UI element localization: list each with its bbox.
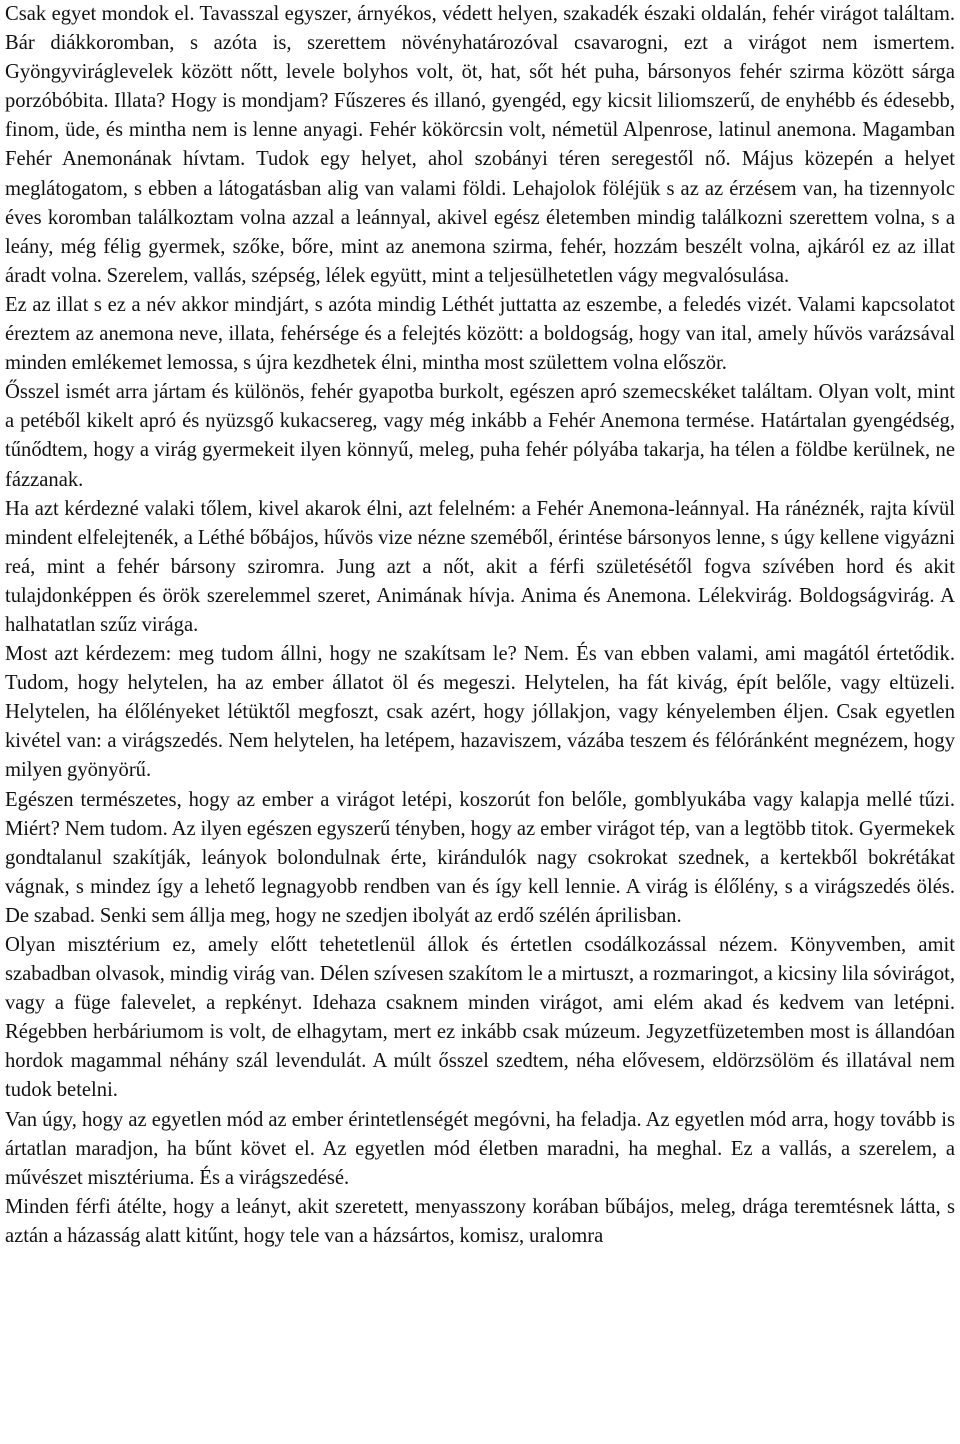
paragraph-5: Most azt kérdezem: meg tudom állni, hogy ne szakítsam le? Nem. És van ebben valami, ami magától értetődik. Tudom, hogy helytelen, ha az ember állatot öl és megeszi. Helytelen, ha fát kivág, épít belőle, vagy eltüzeli. Helytelen, ha élőlényeket létüktől megfoszt, csak azért, hogy jóllakjon, vagy kényelemben éljen. Csak egyetlen kivétel van: a virágszedés. Nem helytelen, ha letépem, hazaviszem, vázába teszem és félóránként megnézem, hogy milyen gyönyörű. [5, 643, 955, 782]
paragraph-9: Minden férfi átélte, hogy a leányt, akit szeretett, menyasszony korában bűbájos, meleg, drága teremtésnek látta, s aztán a házasság alatt kitűnt, hogy tele van a házsártos, komisz, uralomra [5, 1195, 955, 1247]
paragraph-2: Ez az illat s ez a név akkor mindjárt, s azóta mindig Léthét juttatta az eszembe, a feledés vizét. Valami kapcsolatot éreztem az anemona neve, illata, fehérsége és a felejtés között: a boldogság, hogy van ital, amely hűvös varázsával minden emlékemet lemossa, s újra kezdhetek élni, mintha most születtem volna először. [5, 293, 955, 375]
paragraph-7: Olyan misztérium ez, amely előtt tehetetlenül állok és értetlen csodálkozással nézem. Könyvemben, amit szabadban olvasok, mindig virág van. Délen szívesen szakítom le a mirtuszt, a rozmaringot, a kicsiny lila sóvirágot, vagy a füge falevelet, a repkényt. Idehaza csaknem minden virágot, ami elém akad és kedvem van letépni. Régebben herbáriumom is volt, de elhagytam, mert ez inkább csak múzeum. Jegyzetfüzetemben most is állandóan hordok magammal néhány szál levendulát. A múlt ősszel szedtem, néha elővesem, eldörzsölöm és illatával nem tudok betelni. [5, 934, 955, 1102]
paragraph-4: Ha azt kérdezné valaki tőlem, kivel akarok élni, azt felelném: a Fehér Anemona-leánnyal. Ha ránéznék, rajta kívül mindent elfelejtenék, a Léthé bőbájos, hűvös vize nézne szeméből, érintése bársonyos lenne, s úgy kellene vigyázni reá, mint a fehér bársony sziromra. Jung azt a nőt, akit a férfi születésétől fogva szívében hord és akit tulajdonképpen és örök szerelemmel szeret, Animának hívja. Anima és Anemona. Lélekvirág. Boldogságvirág. A halhatatlan szűz virága. [5, 497, 955, 636]
paragraph-6: Egészen természetes, hogy az ember a virágot letépi, koszorút fon belőle, gomblyukába vagy kalapja mellé tűzi. Miért? Nem tudom. Az ilyen egészen egyszerű tényben, hogy az ember virágot tép, van a legtöbb titok. Gyermekek gondtalanul szakítják, leányok bolondulnak érte, kirándulók nagy csokrokat szednek, a kertekből bokrétákat vágnak, s mindez így a lehető legnagyobb rendben van és így kell lennie. A virág is élőlény, s a virágszedés ölés. De szabad. Senki sem állja meg, hogy ne szedjen ibolyát az erdő szélén áprilisban. [5, 788, 955, 927]
paragraph-3: Ősszel ismét arra jártam és különös, fehér gyapotba burkolt, egészen apró szemecskéket találtam. Olyan volt, mint a petéből kikelt apró és nyüzsgő kukacsereg, vagy még inkább a Fehér Anemona termése. Határtalan gyengédség, tűnődtem, hogy a virág gyermekeit ilyen könnyű, meleg, puha fehér pólyába takarja, ha télen a földbe kerülnek, ne fázzanak. [5, 381, 955, 491]
paragraph-1: Csak egyet mondok el. Tavasszal egyszer, árnyékos, védett helyen, szakadék északi oldalán, fehér virágot találtam. Bár diákkoromban, s azóta is, szerettem növényhatározóval csavarogni, ezt a virágot nem ismertem. Gyöngyviráglevelek között nőtt, levele bolyhos volt, öt, hat, sőt hét puha, bársonyos fehér szirma között sárga porzóbóbita. Illata? Hogy is mondjam? Fűszeres és illanó, gyengéd, egy kicsit liliomszerű, de enyhébb és édesebb, finom, üde, és mintha nem is lenne anyagi. Fehér kökörcsin volt, németül Alpenrose, latinul anemona. Magamban Fehér Anemonának hívtam. Tudok egy helyet, ahol szobányi téren seregestől nő. Május közepén a helyet meglátogatom, s ebben a látogatásban alig van valami földi. Lehajolok föléjük s az az érzésem van, ha tizennyolc éves koromban találkoztam volna azzal a leánnyal, akivel egész életemben mindig találkozni szerettem volna, s a leány, még félig gyermek, szőke, bőre, mint az anemona szirma, fehér, hozzám beszélt volna, ajkáról ez az illat áradt volna. Szerelem, vallás, szépség, lélek együtt, mint a teljesülhetetlen vágy megvalósulása. [5, 3, 955, 287]
paragraph-8: Van úgy, hogy az egyetlen mód az ember érintetlenségét megóvni, ha feladja. Az egyetlen mód arra, hogy tovább is ártatlan maradjon, ha bűnt követ el. Az egyetlen mód életben maradni, ha meghal. Ez a vallás, a szerelem, a művészet misztériuma. És a virágszedésé. [5, 1108, 955, 1189]
